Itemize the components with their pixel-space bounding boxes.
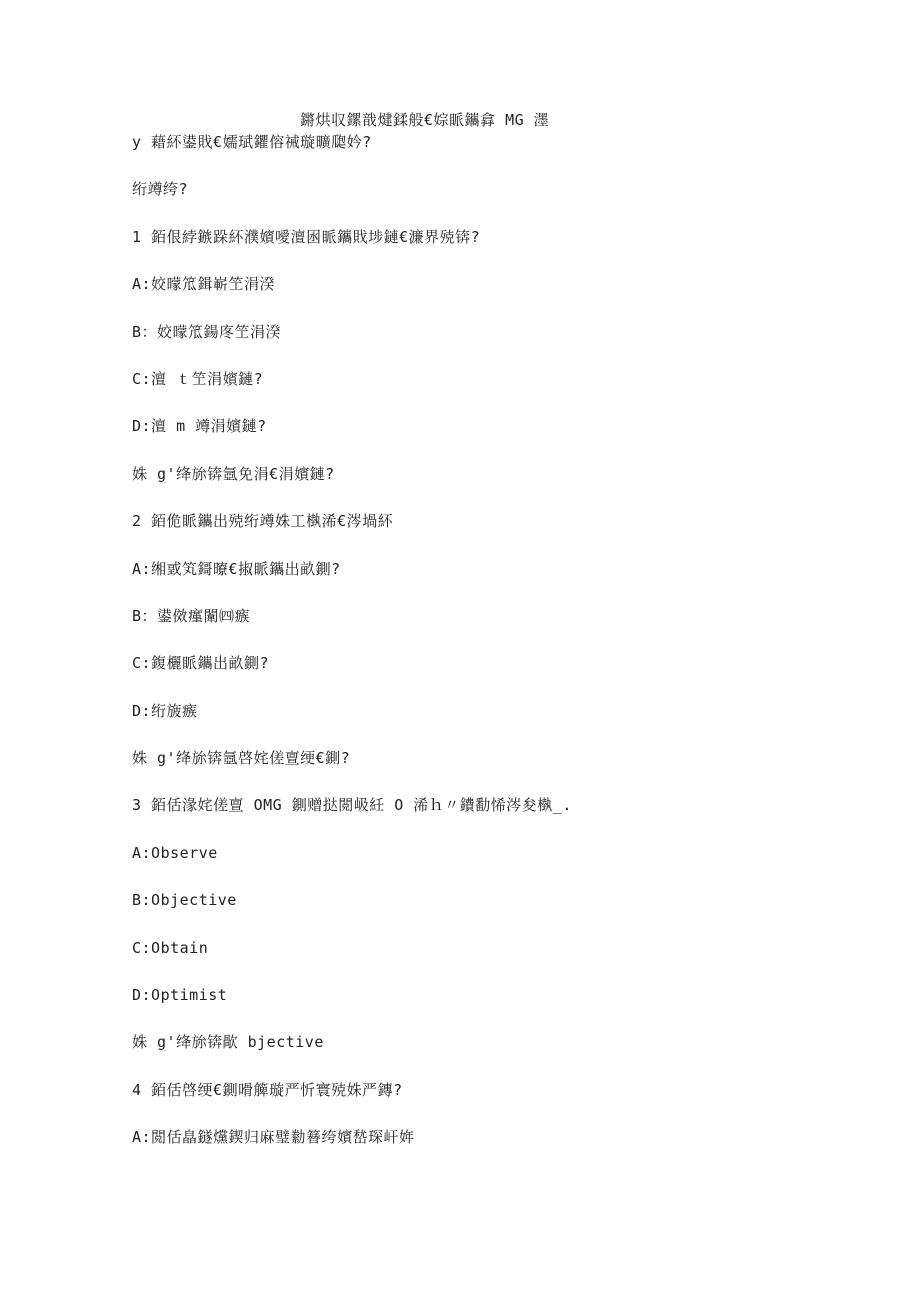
question-3-option-c: C:Obtain: [132, 938, 209, 957]
question-1-answer: 姝 g'绛旀锛氬免涓€涓嬪鏈?: [132, 464, 335, 483]
question-1-option-c: C:澶 ｔ笁涓嬪鏈?: [132, 369, 264, 388]
question-2: 2 銆佹眽鑴出殑绗竴姝工槸浠€涔堝紑: [132, 512, 394, 531]
question-2-answer: 姝 g'绛旀锛氬啓姹傞亶绠€鍘?: [132, 749, 351, 768]
question-3-option-b: B:Objective: [132, 891, 237, 910]
question-4: 4 銆佸啓绠€鍘嗗簲璇严忻寰殑姝严鏄?: [132, 1080, 403, 1099]
document-title: 鏘烘収鏍戠煡鍒般€婃眽鑴搻 MG 濹: [300, 111, 550, 129]
question-1-option-b: B：姣曚笟鍚庝笁涓湀: [132, 322, 282, 341]
document-subtitle: y 藉紑鍙戝€嬬珷鑺傛祴璇曠瓟妗?: [132, 133, 372, 151]
question-1-option-a: A:姣曚笟鍓嶄笁涓湀: [132, 275, 276, 294]
question-4-option-a: A:閲佸皛鐩爣鍥归麻璧勬簮绔嬪嵆琛屽姩: [132, 1128, 415, 1147]
question-1: 1 銆佷綍鏃跺紑濮嬪噯澶囦眽鑴戝埗鏈€濂界殑锛?: [132, 227, 481, 246]
question-3-option-d: D:Optimist: [132, 986, 228, 1005]
document-body: [132, 132, 832, 1175]
question-2-option-c: C:鍑欐眽鑴出畝鍘?: [132, 654, 270, 673]
section-heading: 绗竴绔?: [132, 180, 189, 199]
question-2-option-d: D:绗旇瘯: [132, 701, 198, 720]
question-3-option-a: A:Observe: [132, 843, 218, 862]
question-2-option-b: B：鍙傚瘽闈㈣瘯: [132, 606, 251, 625]
question-3: 3 銆佸湪姹傞亶 OMG 鍘赠挞閲岋紝 O 浠ｈ〃鐨勫悕涔夋槸_.: [132, 796, 572, 815]
question-1-option-d: D:澶 m 竴涓嬪鏈?: [132, 417, 267, 436]
question-3-answer: 姝 g'绛旀锛歄 bjective: [132, 1033, 324, 1052]
question-2-option-a: A:缃戜笂鎶曢€掓眽鑴出畝鍘?: [132, 559, 341, 578]
